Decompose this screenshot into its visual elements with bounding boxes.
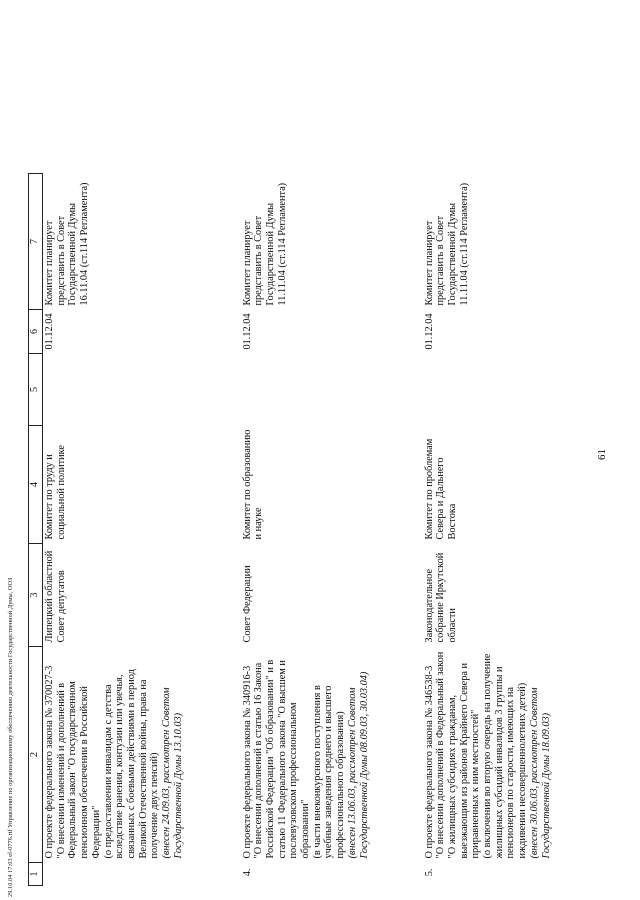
bill-line: связанных с боевыми действиями в период — [125, 669, 137, 859]
bill-line: иждивении несовершеннолетних детей) — [517, 682, 529, 859]
row-number: 4. — [241, 868, 253, 877]
header-cell: 6 — [29, 310, 43, 354]
bill-line: (о предоставлении инвалидам с детства — [102, 684, 114, 859]
bill-line: послевузовском профессиональном — [288, 702, 300, 859]
header-cell: 1 — [29, 863, 43, 886]
bill-line: статью 11 Федерального закона "О высшем и — [276, 660, 288, 859]
header-cell: 7 — [29, 174, 43, 310]
header-row — [29, 174, 43, 886]
row-number — [43, 863, 241, 886]
table-row — [423, 174, 598, 886]
header-cell: 5 — [29, 354, 43, 426]
bill-line: (в части внеконкурсного поступления в — [311, 685, 323, 859]
bill-line: (о включении во вторую очередь на получение — [482, 653, 494, 859]
bill-line: О проекте федерального закона № 340916-3 — [241, 665, 253, 859]
bill-line: Российской Федерации "Об образовании" и в — [264, 659, 276, 859]
bill-line: "О внесении дополнений в статью 16 Закона — [253, 662, 265, 859]
bill-description — [241, 647, 423, 863]
bill-line: жилищных субсидий инвалидов 3 группы и — [493, 666, 505, 859]
col5-cell — [241, 354, 423, 426]
initiator-cell: Совет Федерации — [241, 565, 253, 643]
bills-table — [28, 173, 598, 886]
bill-line: Федерации" — [90, 805, 102, 859]
bill-note-line: (внесен 30.06.03, рассмотрен Советом — [528, 687, 540, 859]
bill-line: "О внесении изменений и дополнений в — [55, 682, 67, 859]
bill-line: получение двух пенсий) — [149, 752, 161, 859]
bill-line: Федеральный закон "О государственном — [67, 681, 79, 859]
header-cell: 4 — [29, 426, 43, 544]
bill-line: "О внесении дополнений в Федеральный закон — [435, 651, 447, 859]
bill-note-line: Государственной Думы 18.09.03) — [540, 712, 552, 859]
bill-description — [423, 647, 598, 863]
committee-cell: Комитет по образованию и науке — [241, 429, 265, 540]
bill-line: выезжающим из районов Крайнего Севера и — [458, 663, 470, 859]
header-cell: 2 — [29, 647, 43, 863]
bill-line: приравненных к ним местностей" — [470, 709, 482, 859]
date-cell: 01.12.04 — [44, 313, 55, 350]
bill-line: О проекте федерального закона № 370027-3 — [44, 665, 55, 859]
bill-note-line: Государственной Думы 08.09.03, 30.03.04) — [358, 671, 370, 859]
committee-cell: Комитет по труду и социальной политике — [44, 445, 67, 540]
bill-line: вследствие ранения, контузии или увечья, — [114, 674, 126, 859]
bill-line: Великой Отечественной войны, права на — [137, 679, 149, 859]
bill-note-line: (внесен 24.09.03, рассмотрен Советом — [161, 687, 173, 859]
bill-line: образовании" — [300, 799, 312, 859]
date-cell: 01.12.04 — [423, 313, 435, 350]
bill-note-line: Государственной Думы 13.10.03) — [172, 712, 184, 859]
col5-cell — [423, 354, 598, 426]
bill-line: учебные заведения среднего и высшего — [323, 685, 335, 859]
page-number: 61 — [596, 449, 608, 460]
initiator-cell: Липецкий областной Совет депутатов — [44, 550, 67, 643]
header-cell: 3 — [29, 544, 43, 647]
bill-line: пенсионеров по старости, имеющих на — [505, 687, 517, 859]
date-cell: 01.12.04 — [241, 313, 253, 350]
table-row — [241, 174, 423, 886]
table-row — [43, 174, 241, 886]
bill-line: "О жилищных субсидиях гражданам, — [446, 694, 458, 859]
footer-text: 29.10.04 17:03 el-0776.rtf Управление по организационному обеспечению деятельности Государственной Думы, ООЗ — [7, 577, 14, 897]
status-cell: Комитет планирует представить в Совет Государственной Думы 11.11.04 (ст.114 Регламента) — [423, 182, 470, 306]
bill-line: профессионального образования) — [335, 711, 347, 859]
status-cell: Комитет планирует представить в Совет Государственной Думы 16.11.04 (ст.114 Регламента) — [44, 182, 91, 306]
committee-cell: Комитет по проблемам Севера и Дальнего Востока — [423, 438, 458, 540]
initiator-cell: Законодательное собрание Иркутской области — [423, 552, 458, 643]
status-cell: Комитет планирует представить в Совет Государственной Думы 11.11.04 (ст.114 Регламента) — [241, 182, 288, 306]
bill-line: О проекте федерального закона № 346538-3 — [423, 665, 435, 859]
col5-cell — [43, 354, 241, 426]
row-number: 5. — [423, 868, 435, 877]
bill-line: пенсионном обеспечении в Российской — [79, 686, 91, 859]
bill-note-line: (внесен 13.06.03, рассмотрен Советом — [346, 687, 358, 859]
bill-description — [43, 647, 241, 863]
